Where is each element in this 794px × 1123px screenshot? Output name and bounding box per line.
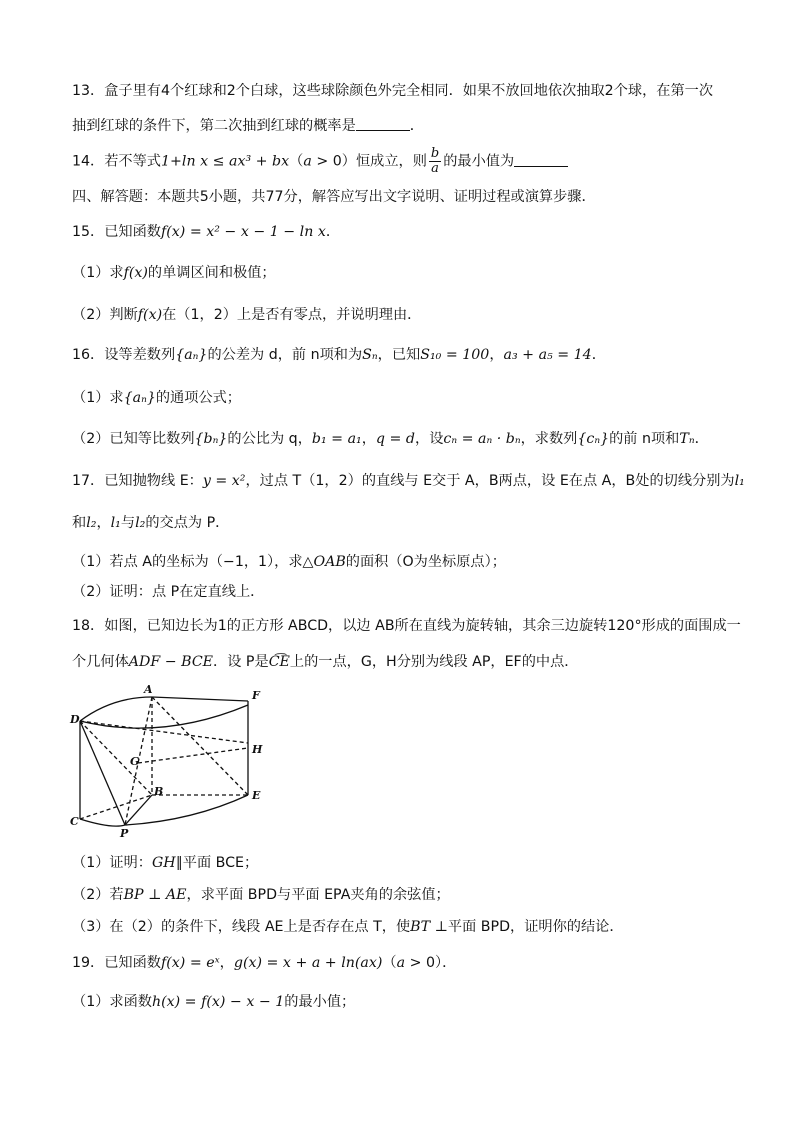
math-expression: q = d <box>375 431 415 447</box>
math-expression: {cₙ} <box>577 431 610 447</box>
text-run: ∥平面 BCE； <box>175 855 259 871</box>
math-expression: l₁ <box>734 473 745 489</box>
q15-part2 <box>72 303 734 327</box>
q18-line1 <box>72 614 741 638</box>
math-expression: b₁ = a₁ <box>311 431 362 447</box>
q18-line2 <box>72 650 734 674</box>
math-expression: {aₙ} <box>123 390 156 406</box>
q16-part2 <box>72 427 734 451</box>
math-expression: l₂ <box>86 515 97 531</box>
math-expression: l₁ <box>110 515 121 531</box>
q18-part1 <box>72 851 734 875</box>
text-run: ， <box>219 955 234 971</box>
math-expression: BP ⊥ AE <box>123 887 187 903</box>
math-expression: f(x) <box>123 265 148 281</box>
math-expression: {bₙ} <box>194 431 228 447</box>
text-run: （1）证明： <box>72 855 152 871</box>
text-run: 的最小值； <box>284 994 356 1010</box>
math-expression: f(x) = x² − x − 1 − ln x <box>161 224 326 240</box>
text-run: 平面 BPD，证明你的结论． <box>447 919 624 935</box>
text-run: ，设 <box>415 431 444 447</box>
q18-part3 <box>72 915 734 939</box>
text-run: 的前 n项和 <box>609 431 680 447</box>
text-run: （ <box>382 955 397 971</box>
text-run: ． <box>409 118 424 134</box>
text-run: ． <box>591 347 606 363</box>
text-run: 的最小值为 <box>443 153 515 170</box>
text-run: 个几何体 <box>72 654 129 670</box>
text-run: 在（1，2）上是否有零点，并说明理由． <box>162 307 422 323</box>
math-expression: g(x) = x + a + ln(ax) <box>233 955 383 971</box>
text-run: 16．设等差数列 <box>72 347 176 363</box>
text-run: 18．如图，已知边长为1的正方形 ABCD，以边 AB所在直线为旋转轴，其余三边旋转120°形成的面围成一 <box>72 618 741 634</box>
math-expression: cₙ = aₙ · bₙ <box>443 431 521 447</box>
solid-geometry-figure <box>72 683 272 843</box>
text-run: 的公差为 d，前 n项和为 <box>207 347 363 363</box>
bottom-arc <box>80 819 125 826</box>
label-G: G <box>130 755 140 768</box>
text-run: ，过点 T（1，2）的直线与 E交于 A，B两点，设 E在点 A，B处的切线分别为 <box>245 473 735 489</box>
q17-part2 <box>72 580 734 604</box>
text-run: 的公比为 q， <box>227 431 312 447</box>
q19-stem <box>72 951 734 975</box>
text-run: 的交点为 P． <box>145 515 230 531</box>
label-H: H <box>252 743 263 756</box>
text-run: （2）证明：点 P在定直线上． <box>72 584 265 600</box>
label-E: E <box>252 789 261 802</box>
q15-part1 <box>72 261 734 285</box>
q17-line1 <box>72 469 745 493</box>
math-expression: BT ⊥ <box>410 919 448 935</box>
text-run: 的通项公式； <box>155 390 241 406</box>
q16-stem <box>72 343 734 367</box>
math-expression: y = x² <box>202 473 246 489</box>
q19-part1 <box>72 990 734 1014</box>
text-run: （2）已知等比数列 <box>72 431 195 447</box>
text-run: （1）求函数 <box>72 994 152 1010</box>
top-arc-front <box>80 697 152 721</box>
q18-part2 <box>72 883 734 907</box>
text-run: 与 <box>120 515 136 531</box>
text-run: ． <box>325 224 341 240</box>
math-expression: a₃ + a₅ = 14 <box>503 347 592 363</box>
text-run: 14．若不等式 <box>72 153 161 170</box>
text-run: （1）求 <box>72 265 124 281</box>
label-F: F <box>252 689 260 702</box>
text-run: （3）在（2）的条件下，线段 AE上是否存在点 T，使 <box>72 919 411 935</box>
label-D: D <box>70 713 80 726</box>
math-expression: h(x) = f(x) − x − 1 <box>151 994 285 1010</box>
text-run: （2）若 <box>72 887 124 903</box>
text-run: ，求平面 BPD与平面 EPA夹角的余弦值； <box>186 887 450 903</box>
q13-line2 <box>72 114 734 138</box>
bottom-arc-right <box>125 795 248 825</box>
q17-part1 <box>72 550 734 574</box>
math-expression: a <box>303 153 312 170</box>
math-expression: Tₙ <box>679 431 695 447</box>
label-P: P <box>120 827 129 840</box>
text-run: 的单调区间和极值； <box>147 265 276 281</box>
text-run: > 0）． <box>405 955 457 971</box>
text-run: ，求数列 <box>520 431 578 447</box>
q15-stem <box>72 220 734 244</box>
edge-af <box>152 697 248 701</box>
q14-line <box>72 147 734 176</box>
q17-line2 <box>72 511 734 535</box>
q16-part1 <box>72 386 734 410</box>
math-expression: f(x) = eˣ <box>161 955 220 971</box>
text-run: ．设 P是 <box>213 654 269 670</box>
math-expression: OAB <box>313 554 346 570</box>
text-run: 四、解答题：本题共5小题，共77分，解答应写出文字说明、证明过程或演算步骤． <box>72 189 596 205</box>
math-expression: f(x) <box>137 307 163 323</box>
label-A: A <box>144 683 153 696</box>
text-run: ， <box>96 515 111 531</box>
text-run: （ <box>289 153 304 170</box>
text-run: ， <box>361 431 376 447</box>
math-expression: ADF − BCE <box>128 654 214 670</box>
math-expression: l₂ <box>135 515 146 531</box>
text-run: ． <box>694 431 709 447</box>
text-run: ， <box>489 347 504 363</box>
math-expression: S₁₀ = 100 <box>420 347 490 363</box>
text-run: （1）若点 A的坐标为（−1，1），求△ <box>72 554 314 570</box>
text-run: 的面积（O为坐标原点）； <box>345 554 506 570</box>
answer-blank <box>356 116 410 131</box>
label-C: C <box>70 815 79 828</box>
answer-blank <box>514 152 568 167</box>
label-B: B <box>154 785 164 798</box>
fraction: $\frac{b}{a}$ <box>430 146 440 176</box>
math-expression: C͡E <box>268 654 290 670</box>
text-run: 抽到红球的条件下，第二次抽到红球的概率是 <box>72 118 356 134</box>
text-run: （2）判断 <box>72 307 138 323</box>
text-run: 和 <box>72 515 87 531</box>
text-run: > 0）恒成立，则 <box>311 153 427 170</box>
math-expression: {aₙ} <box>175 347 208 363</box>
text-run: 19．已知函数 <box>72 955 161 971</box>
math-expression: a <box>396 955 406 971</box>
text-run: 17．已知抛物线 E： <box>72 473 203 489</box>
text-run: 15．已知函数 <box>72 224 161 240</box>
text-run: （1）求 <box>72 390 124 406</box>
math-expression: GH <box>151 855 176 871</box>
math-expression: Sₙ <box>362 347 378 363</box>
text-run: 上的一点，G，H分别为线段 AP，EF的中点． <box>289 654 579 670</box>
text-run: ，已知 <box>377 347 421 363</box>
q13-line1 <box>72 79 734 103</box>
math-expression: 1+ln x ≤ ax³ + bx <box>161 153 290 170</box>
text-run: 13．盒子里有4个红球和2个白球，这些球除颜色外完全相同．如果不放回地依次抽取2个球，在第一次 <box>72 83 714 99</box>
section4-heading <box>72 185 734 209</box>
